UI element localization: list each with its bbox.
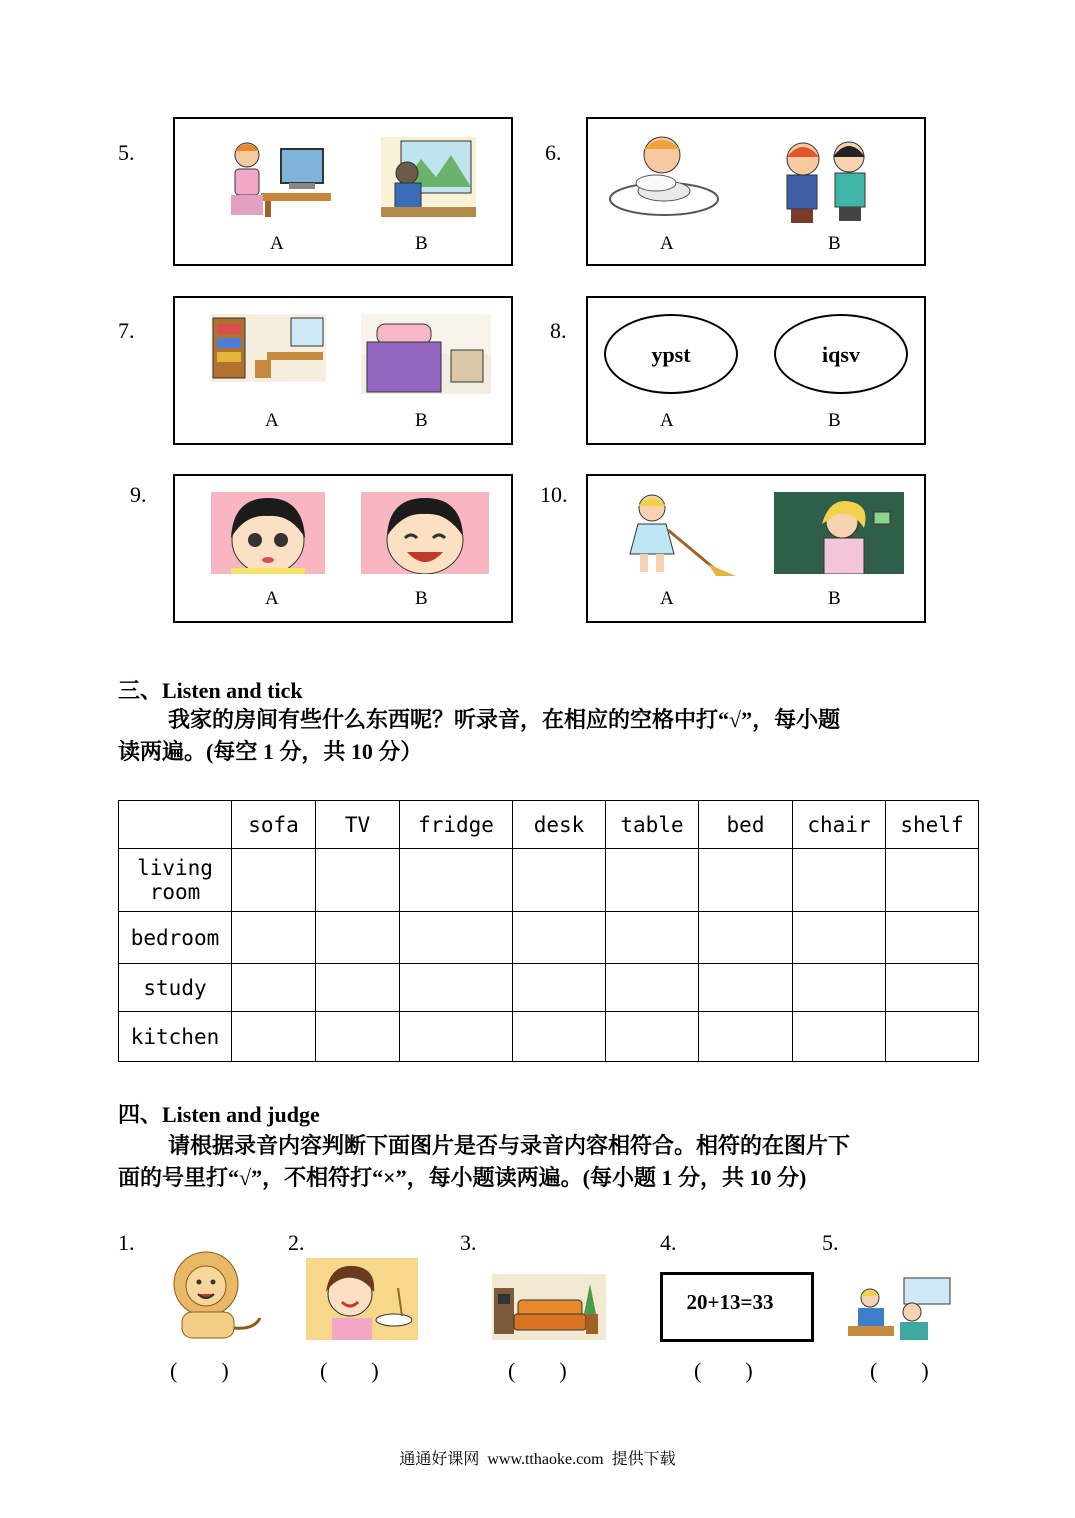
item-6-number: 6. bbox=[545, 140, 562, 165]
tick-cell[interactable] bbox=[513, 1012, 606, 1062]
tick-cell[interactable] bbox=[232, 912, 316, 964]
girl-face-smiling-picture bbox=[361, 492, 489, 574]
tick-cell[interactable] bbox=[699, 912, 793, 964]
judge-item-3-number: 3. bbox=[460, 1230, 477, 1255]
tick-cell[interactable] bbox=[316, 964, 400, 1012]
option-b-label: B bbox=[415, 588, 428, 609]
tick-cell[interactable] bbox=[316, 1012, 400, 1062]
option-a-label: A bbox=[265, 410, 279, 431]
tick-cell[interactable] bbox=[232, 1012, 316, 1062]
tick-cell[interactable] bbox=[400, 912, 513, 964]
word-b: iqsv bbox=[822, 342, 860, 367]
lion-picture bbox=[158, 1244, 264, 1342]
row-header: study bbox=[119, 964, 232, 1012]
option-b-label: B bbox=[415, 410, 428, 431]
column-header: sofa bbox=[232, 801, 316, 849]
tick-cell[interactable] bbox=[886, 849, 979, 912]
item-10-box bbox=[586, 474, 926, 623]
tick-cell[interactable] bbox=[606, 849, 699, 912]
column-header: bed bbox=[699, 801, 793, 849]
tick-cell[interactable] bbox=[513, 849, 606, 912]
tick-cell[interactable] bbox=[699, 964, 793, 1012]
tick-cell[interactable] bbox=[699, 1012, 793, 1062]
table-row bbox=[119, 964, 979, 1012]
tick-cell[interactable] bbox=[793, 1012, 886, 1062]
table-row bbox=[119, 912, 979, 964]
tick-cell[interactable] bbox=[316, 849, 400, 912]
girl-face-surprised-picture bbox=[211, 492, 325, 574]
tick-cell[interactable] bbox=[400, 849, 513, 912]
classroom-picture bbox=[848, 1274, 960, 1340]
section-4-title: 四、Listen and judge bbox=[118, 1102, 320, 1127]
tick-cell[interactable] bbox=[699, 849, 793, 912]
item-9-number: 9. bbox=[130, 482, 147, 507]
tick-cell[interactable] bbox=[886, 1012, 979, 1062]
tick-cell[interactable] bbox=[793, 849, 886, 912]
judge-item-2-number: 2. bbox=[288, 1230, 305, 1255]
tick-cell[interactable] bbox=[400, 1012, 513, 1062]
tick-cell[interactable] bbox=[232, 849, 316, 912]
column-header: table bbox=[606, 801, 699, 849]
tick-cell[interactable] bbox=[886, 912, 979, 964]
table-corner-cell bbox=[119, 801, 232, 849]
option-a-label: A bbox=[660, 410, 674, 431]
word-a: ypst bbox=[651, 342, 691, 367]
tick-cell[interactable] bbox=[886, 964, 979, 1012]
answer-parentheses-3[interactable]: ( ) bbox=[508, 1358, 567, 1383]
option-b-label: B bbox=[828, 410, 841, 431]
tick-cell[interactable] bbox=[400, 964, 513, 1012]
tick-cell[interactable] bbox=[513, 912, 606, 964]
row-header: kitchen bbox=[119, 1012, 232, 1062]
option-a-label: A bbox=[270, 233, 284, 254]
section-3-title: 三、Listen and tick bbox=[118, 678, 303, 703]
item-10-number: 10. bbox=[540, 482, 568, 507]
page-footer: 通通好课网 www.tthaoke.com 提供下载 bbox=[399, 1451, 676, 1468]
tick-cell[interactable] bbox=[513, 964, 606, 1012]
study-room-picture bbox=[211, 314, 326, 382]
tick-cell[interactable] bbox=[606, 964, 699, 1012]
living-room-sofa-picture bbox=[492, 1274, 606, 1340]
row-header: living room bbox=[119, 849, 232, 912]
tick-cell[interactable] bbox=[793, 964, 886, 1012]
tick-cell[interactable] bbox=[793, 912, 886, 964]
judge-item-4-number: 4. bbox=[660, 1230, 677, 1255]
girl-computer-picture bbox=[221, 137, 331, 217]
answer-parentheses-5[interactable]: ( ) bbox=[870, 1358, 929, 1383]
judge-item-5-number: 5. bbox=[822, 1230, 839, 1255]
tick-cell[interactable] bbox=[316, 912, 400, 964]
option-b-label: B bbox=[415, 233, 428, 254]
girl-eating-picture bbox=[306, 1258, 418, 1340]
table-header-row bbox=[119, 801, 979, 849]
option-b-label: B bbox=[828, 588, 841, 609]
equation-text: 20+13=33 bbox=[686, 1290, 774, 1314]
item-8-box bbox=[586, 296, 926, 445]
column-header: chair bbox=[793, 801, 886, 849]
column-header: TV bbox=[316, 801, 400, 849]
item-7-number: 7. bbox=[118, 318, 135, 343]
girl-sweeping-picture bbox=[612, 490, 738, 576]
item-6-box bbox=[586, 117, 926, 266]
column-header: fridge bbox=[400, 801, 513, 849]
judge-item-1-number: 1. bbox=[118, 1230, 135, 1255]
option-a-label: A bbox=[660, 233, 674, 254]
row-header: bedroom bbox=[119, 912, 232, 964]
column-header: desk bbox=[513, 801, 606, 849]
answer-parentheses-1[interactable]: ( ) bbox=[170, 1358, 229, 1383]
section-3-instruction-line2: 读两遍。(每空 1 分，共 10 分） bbox=[118, 739, 423, 764]
tick-table bbox=[118, 800, 979, 1062]
item-9-box bbox=[173, 474, 513, 623]
boy-washing-dishes-picture bbox=[606, 131, 721, 221]
table-row bbox=[119, 849, 979, 912]
item-7-box bbox=[173, 296, 513, 445]
section-4-instruction-line2: 面的号里打“√”，不相符打“×”，每小题读两遍。(每小题 1 分，共 10 分) bbox=[118, 1165, 807, 1190]
option-a-label: A bbox=[265, 588, 279, 609]
item-5-box bbox=[173, 117, 513, 266]
tick-cell[interactable] bbox=[232, 964, 316, 1012]
boy-painting-picture bbox=[381, 137, 476, 217]
item-8-number: 8. bbox=[550, 318, 567, 343]
section-3-instruction-line1: 我家的房间有些什么东西呢？听录音，在相应的空格中打“√”，每小题 bbox=[168, 707, 841, 732]
option-b-label: B bbox=[828, 233, 841, 254]
bedroom-picture bbox=[361, 314, 491, 394]
tick-cell[interactable] bbox=[606, 912, 699, 964]
two-girls-picture bbox=[773, 133, 883, 228]
answer-parentheses-2[interactable]: ( ) bbox=[320, 1358, 379, 1383]
section-4-instruction-line1: 请根据录音内容判断下面图片是否与录音内容相符合。相符的在图片下 bbox=[168, 1133, 851, 1158]
tick-cell[interactable] bbox=[606, 1012, 699, 1062]
option-a-label: A bbox=[660, 588, 674, 609]
girl-cleaning-board-picture bbox=[774, 492, 904, 574]
answer-parentheses-4[interactable]: ( ) bbox=[694, 1358, 753, 1383]
column-header: shelf bbox=[886, 801, 979, 849]
item-5-number: 5. bbox=[118, 140, 135, 165]
table-row bbox=[119, 1012, 979, 1062]
